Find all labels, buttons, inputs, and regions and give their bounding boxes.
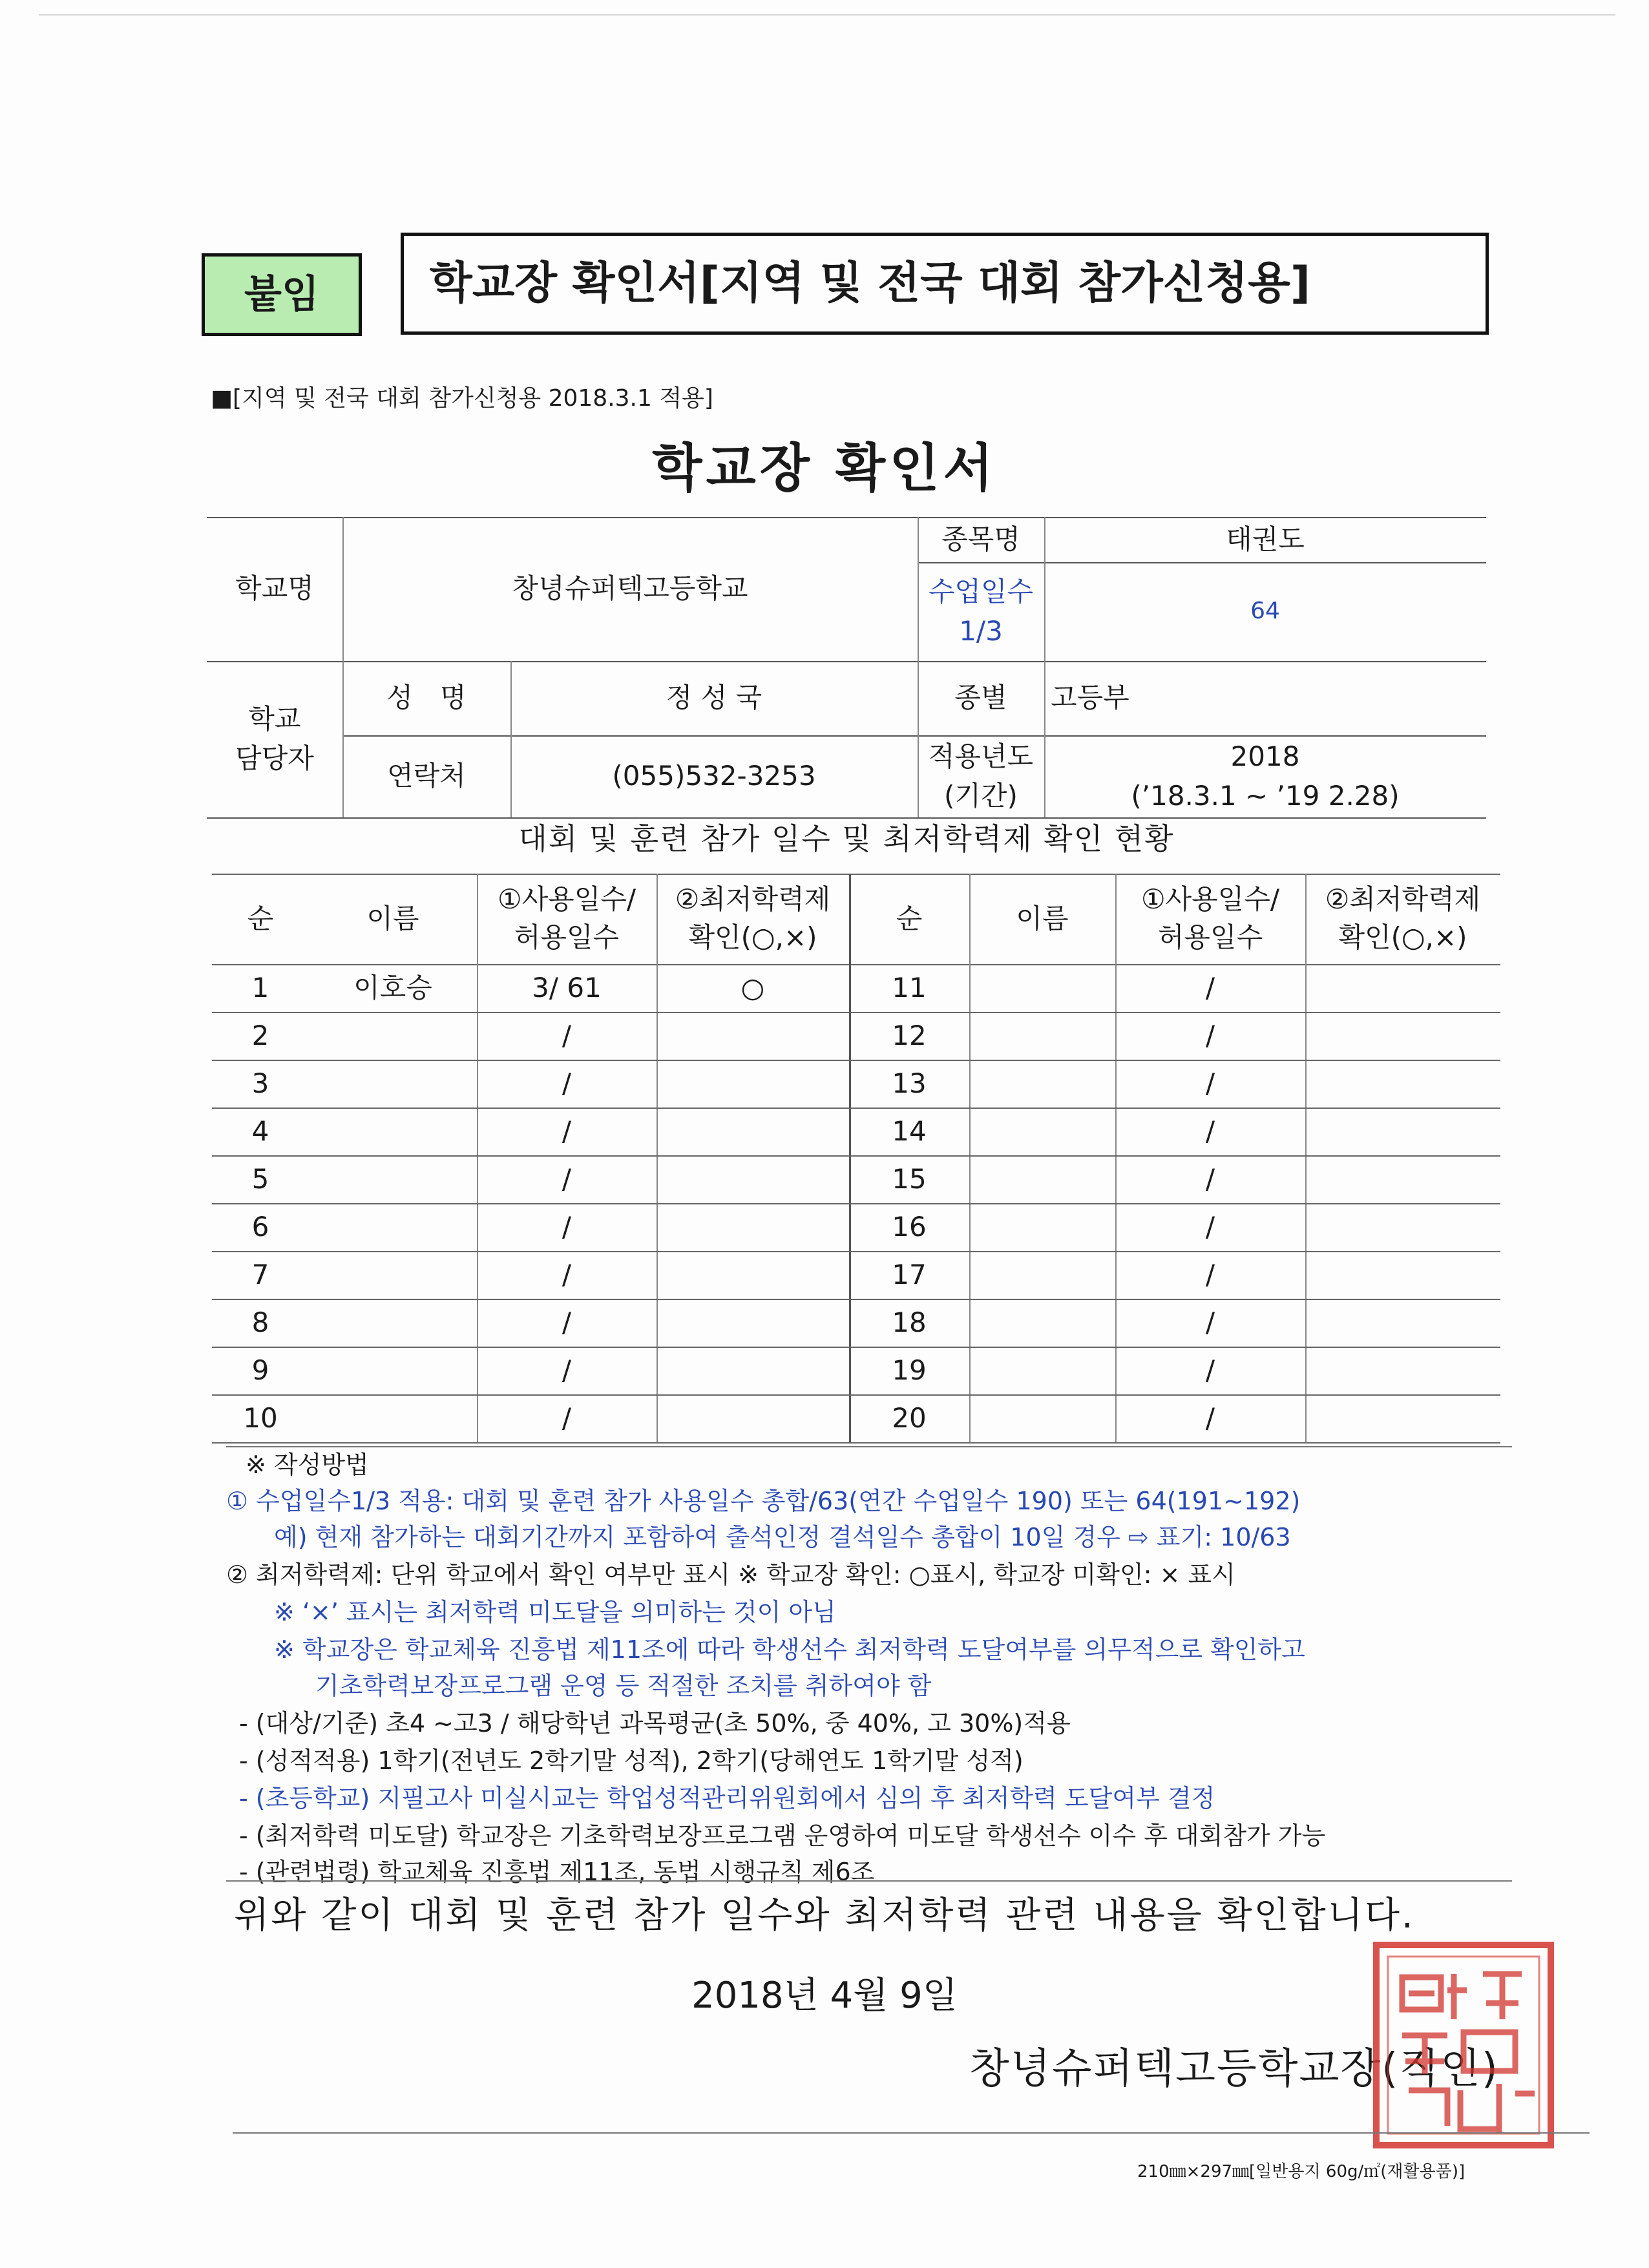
right-row-8-check [1305,1299,1500,1347]
right-row-1-name [969,964,1115,1012]
contact-value: (055)532-3253 [612,760,816,792]
document-title: 학교장 확인서 [652,438,997,498]
left-row-6-check [656,1203,849,1251]
paper-spec: 210㎜×297㎜[일반용지 60g/㎡(재활용품)] [1137,2162,1465,2181]
left-row-7-name [309,1251,477,1299]
name-label: 성 명 [386,682,467,714]
right-row-5-days: / [1205,1162,1215,1195]
right-row-5-check [1305,1155,1500,1203]
left-row-8-no: 8 [251,1306,269,1338]
name-value: 정 성 국 [666,682,762,714]
notes-heading: ※ 작성방법 [246,1451,369,1479]
right-row-3-no: 13 [892,1067,927,1099]
right-row-2-no: 12 [892,1019,927,1051]
left-row-5-name [309,1155,477,1203]
right-row-6-no: 16 [892,1210,927,1243]
right-row-10-days: / [1205,1402,1215,1434]
right-row-7-check [1305,1251,1500,1299]
right-row-2-days: / [1205,1019,1215,1051]
header-days-right [1115,874,1305,964]
header-no-right: 순 [896,902,923,934]
left-row-1-days: 3/ 61 [532,971,602,1003]
left-row-5-days: / [562,1162,572,1195]
note-2: ② 최저학력제: 단위 학교에서 확인 여부만 표시 ※ 학교장 확인: ○표시, 학교장 미확인: × 표시 [226,1560,1235,1589]
left-row-10-check [656,1394,849,1442]
header-check-left-line1: ②최저학력제 [675,883,831,916]
notes-top-rule [226,1446,1512,1447]
note-1-example: 예) 현재 참가하는 대회기간까지 포함하여 출석인정 결석일수 총합이 10일 경우 ⇨ 표기: 10/63 [274,1523,1291,1551]
header-days-left [477,874,656,964]
year-value-line2: (’18.3.1 ~ ’19 2.28) [1131,779,1400,812]
left-row-10-days: / [562,1402,572,1434]
right-row-9-name [969,1347,1115,1394]
right-row-10-name [969,1394,1115,1442]
left-row-6-days: / [562,1210,572,1243]
left-row-8-name [309,1299,477,1347]
class-days-label-line2: 1/3 [959,614,1003,647]
right-row-9-no: 19 [892,1354,927,1386]
right-row-10-no: 20 [892,1402,927,1434]
left-row-3-days: / [562,1067,572,1099]
header-days-right-line2: 허용일수 [1157,921,1263,953]
issue-date: 2018년 4월 9일 [691,1975,958,2017]
manager-label-line1: 학교 [248,703,301,735]
right-row-6-days: / [1205,1210,1215,1243]
header-days-left-line2: 허용일수 [514,921,620,953]
right-row-5-name [969,1155,1115,1203]
confirmation-statement: 위와 같이 대회 및 훈련 참가 일수와 최저학력 관련 내용을 확인합니다. [234,1895,1415,1937]
right-row-7-days: / [1205,1258,1215,1290]
left-row-5-no: 5 [251,1162,269,1195]
right-row-4-no: 14 [892,1115,927,1147]
right-row-8-no: 18 [892,1306,927,1338]
year-label-line2: (기간) [944,779,1018,812]
right-row-9-check [1305,1347,1500,1394]
right-row-8-days: / [1205,1306,1215,1338]
form-subnote: ■[지역 및 전국 대회 참가신청용 2018.3.1 적용] [211,385,713,412]
note-4-cont: 기초학력보장프로그램 운영 등 적절한 조치를 취하여야 함 [315,1672,932,1700]
right-row-8-name [969,1299,1115,1347]
left-row-6-name [309,1203,477,1251]
school-name-value: 창녕슈퍼텍고등학교 [512,572,748,605]
left-row-2-no: 2 [251,1019,269,1051]
header-name-left: 이름 [366,902,419,934]
right-row-1-check [1305,964,1500,1012]
right-row-6-check [1305,1203,1500,1251]
left-row-2-days: / [562,1019,572,1051]
right-row-2-name [969,1012,1115,1060]
category-value: 고등부 [1051,682,1129,714]
left-row-9-days: / [562,1354,572,1386]
left-row-9-name [309,1347,477,1394]
header-days-right-line1: ①사용일수/ [1140,883,1280,916]
left-row-1-name: 이호승 [353,971,432,1003]
left-row-9-no: 9 [251,1354,269,1386]
left-row-1-check: ○ [740,971,765,1003]
header-name-right: 이름 [1016,902,1069,934]
left-row-2-check [656,1012,849,1060]
left-row-4-name [309,1108,477,1155]
right-row-4-name [969,1108,1115,1155]
left-row-6-no: 6 [251,1210,269,1243]
notes-bottom-rule [226,1880,1512,1882]
right-row-3-check [1305,1060,1500,1108]
header-check-left-line2: 확인(○,×) [688,921,817,953]
right-row-3-days: / [1205,1067,1215,1099]
principal-signature: 창녕슈퍼텍고등학교장(직인) [969,2045,1499,2093]
left-row-5-check [656,1155,849,1203]
left-row-7-check [656,1251,849,1299]
year-value [1044,735,1486,817]
manager-label-line2: 담당자 [235,742,314,774]
note-7: - (초등학교) 지필고사 미실시교는 학업성적관리위원회에서 심의 후 최저학력 도달여부 결정 [239,1784,1215,1812]
left-row-4-no: 4 [251,1115,269,1147]
sport-label: 종목명 [941,523,1020,555]
class-days-label-line1: 수업일수 [928,575,1034,607]
left-row-8-days: / [562,1306,572,1338]
left-row-3-name [309,1060,477,1108]
right-row-7-name [969,1251,1115,1299]
right-row-9-days: / [1205,1354,1215,1386]
header-check-left [656,874,849,964]
left-row-7-no: 7 [251,1258,269,1290]
header-days-left-line1: ①사용일수/ [497,883,636,916]
note-1: ① 수업일수1/3 적용: 대회 및 훈련 참가 사용일수 총합/63(연간 수업일수 190) 또는 64(191~192) [226,1487,1301,1515]
left-row-4-days: / [562,1115,572,1147]
note-4: ※ 학교장은 학교체육 진흥법 제11조에 따라 학생선수 최저학력 도달여부를 의무적으로 확인하고 [274,1635,1305,1664]
right-row-2-check [1305,1012,1500,1060]
left-row-10-name [309,1394,477,1442]
section-title: 대회 및 훈련 참가 일수 및 최저학력제 확인 현황 [518,821,1175,856]
left-row-9-check [656,1347,849,1394]
note-6: - (성적적용) 1학기(전년도 2학기말 성적), 2학기(당해연도 1학기말 성적) [239,1747,1024,1775]
school-info-table [207,517,1486,817]
left-row-3-check [656,1060,849,1108]
header-check-right-line2: 확인(○,×) [1338,921,1467,953]
left-row-2-name [309,1012,477,1060]
left-row-8-check [656,1299,849,1347]
attachment-badge: 붙임 [202,253,362,336]
contact-label: 연락처 [387,760,466,792]
right-row-7-no: 17 [892,1258,927,1290]
right-row-1-days: / [1205,971,1215,1003]
left-row-4-check [656,1108,849,1155]
sport-value: 태권도 [1226,523,1305,555]
right-row-5-no: 15 [892,1162,927,1195]
right-row-1-no: 11 [892,971,927,1003]
note-8: - (최저학력 미도달) 학교장은 기초학력보장프로그램 운영하여 미도달 학생선수 이수 후 대회참가 가능 [239,1822,1326,1850]
left-row-10-no: 10 [243,1402,278,1434]
form-title-box: 학교장 확인서[지역 및 전국 대회 참가신청용] [401,233,1489,335]
right-row-3-name [969,1060,1115,1108]
year-label-line1: 적용년도 [928,740,1034,772]
participation-table [212,874,1500,1442]
note-9: - (관련법령) 학교체육 진흥법 제11조, 동법 시행규칙 제6조 [239,1858,875,1886]
note-3: ※ ‘×’ 표시는 최저학력 미도달을 의미하는 것이 아님 [274,1598,836,1626]
official-seal-stamp [1370,1938,1557,2152]
year-value-line1: 2018 [1230,740,1300,772]
class-days-value: 64 [1250,598,1280,625]
left-row-3-no: 3 [251,1067,269,1099]
manager-label [207,661,342,817]
right-row-4-days: / [1205,1115,1215,1147]
note-5: - (대상/기준) 초4 ~고3 / 해당학년 과목평균(초 50%, 중 40%, 고 30%)적용 [239,1709,1071,1738]
right-row-6-name [969,1203,1115,1251]
left-row-7-days: / [562,1258,572,1290]
right-row-10-check [1305,1394,1500,1442]
category-label: 종별 [954,682,1007,714]
header-check-right-line1: ②최저학력제 [1325,883,1481,916]
header-no-left: 순 [247,902,274,934]
footer-rule [233,2132,1590,2134]
top-rule [39,14,1615,16]
class-days-label [918,562,1044,661]
left-row-1-no: 1 [251,971,269,1003]
year-label [918,735,1044,817]
header-check-right [1305,874,1500,964]
right-row-4-check [1305,1108,1500,1155]
school-name-label: 학교명 [235,572,314,605]
